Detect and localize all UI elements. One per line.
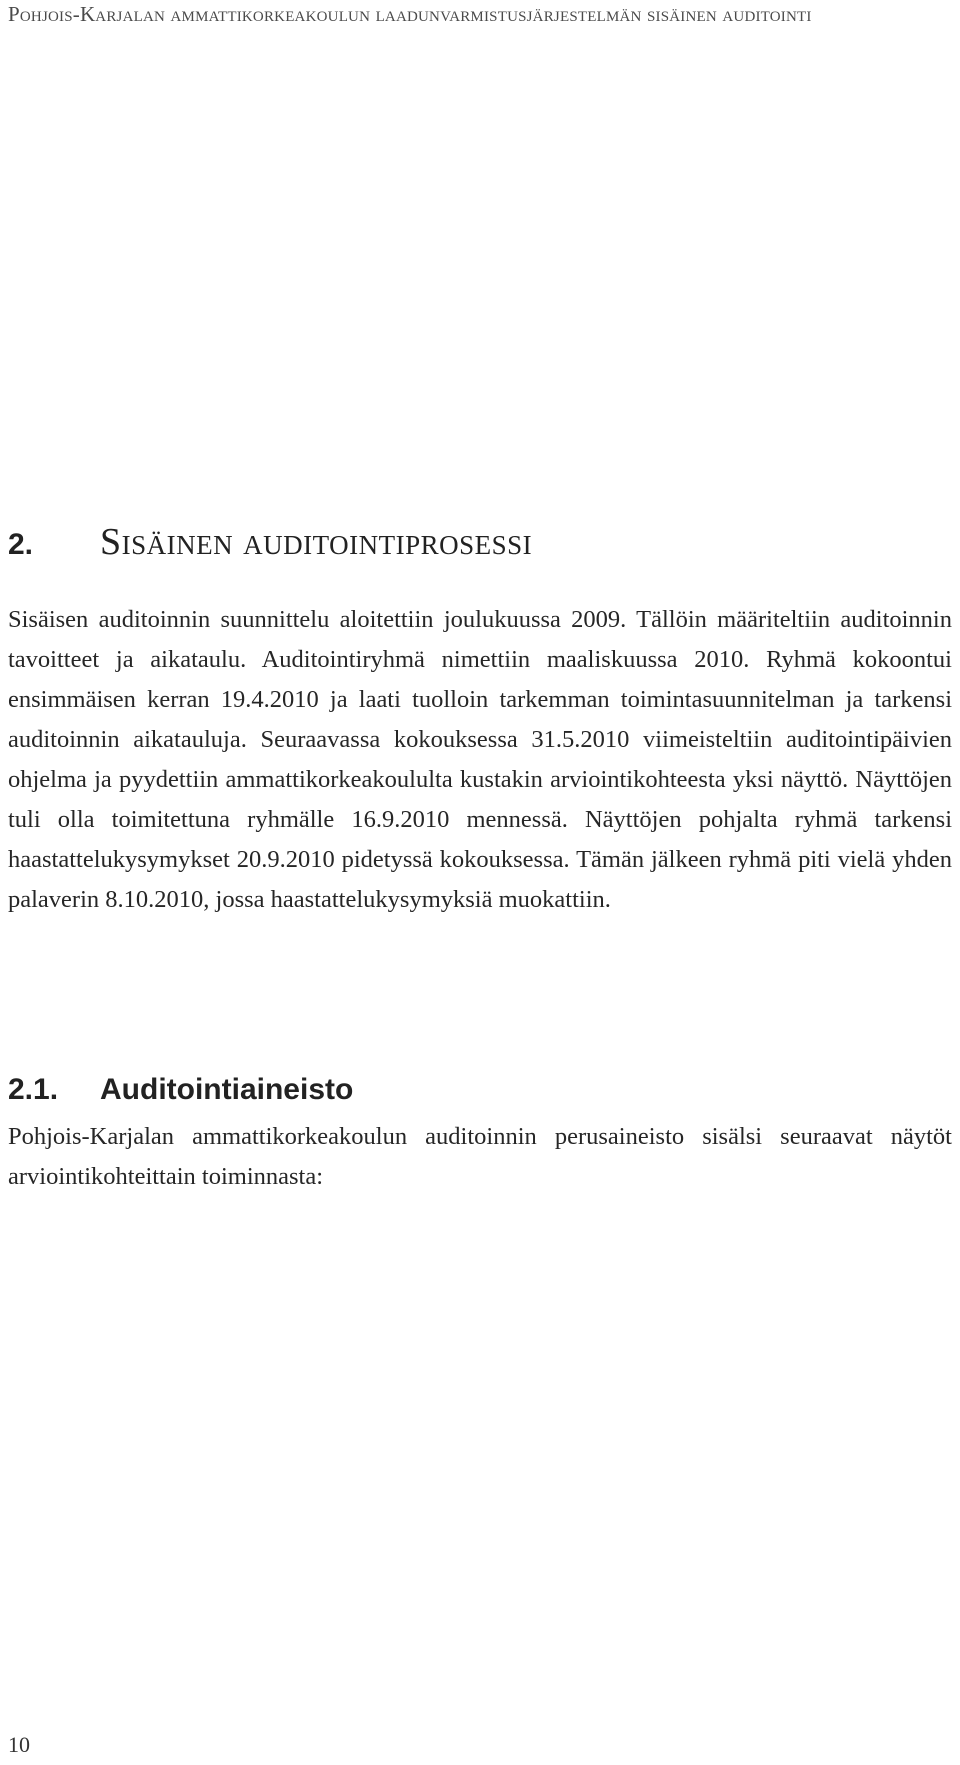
section-paragraph: Sisäisen auditoinnin suunnittelu aloitettiin joulukuussa 2009. Tällöin määriteltiin auditoinnin tavoitteet ja aikataulu. Auditointiryhmä nimettiin maaliskuussa 2010. Ryhmä kokoontui ensimmäisen kerran 19.4.2010 ja laati tuolloin tarkemman toimintasuunnitelman ja tarkensi auditoinnin aikatauluja. Seuraavassa kokouksessa 31.5.2010 viimeisteltiin auditointipäivien ohjelma ja pyydettiin ammattikorkeakoululta kustakin arviointikohteesta yksi näyttö. Näyttöjen tuli olla toimitettuna ryhmälle 16.9.2010 mennessä. Näyttöjen pohjalta ryhmä tarkensi haastattelukysymykset 20.9.2010 pidetyssä kokouksessa. Tämän jälkeen ryhmä piti vielä yhden palaverin 8.10.2010, jossa haastattelukysymyksiä muokattiin.	[8, 606, 952, 913]
subsection-title: Auditointiaineisto	[100, 1073, 354, 1106]
subsection-paragraph: Pohjois-Karjalan ammattikorkeakoulun auditoinnin perusaineisto sisälsi seuraavat näytöt arviointikohteittain toiminnasta:	[8, 1123, 952, 1190]
running-header: Pohjois-Karjalan ammattikorkeakoulun laadunvarmistusjärjestelmän sisäinen auditointi	[8, 2, 812, 26]
section-title: Sisäinen auditointiprosessi	[100, 521, 533, 563]
subsection-heading	[8, 1073, 353, 1107]
section-heading	[8, 520, 532, 564]
section-number: 2.	[8, 528, 34, 561]
subsection-number: 2.1.	[8, 1073, 59, 1106]
page-number: 10	[8, 1732, 30, 1757]
